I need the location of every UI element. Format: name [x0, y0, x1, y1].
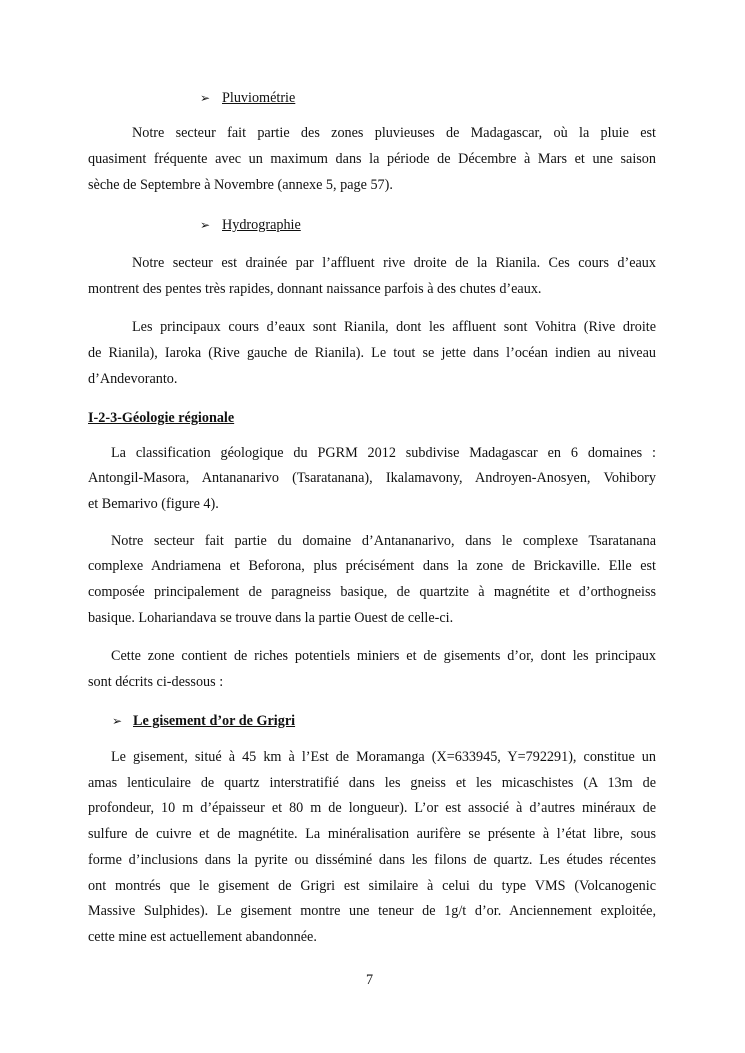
- paragraph-line: Notre secteur est drainée par l’affluent rive droite de la Rianila. Ces cours d’eaux: [132, 255, 656, 271]
- paragraph-line: amas lenticulaire de quartz interstratifié dans les gneiss et les micaschistes (A 13m de: [88, 775, 656, 791]
- paragraph-line: d’Andevoranto.: [88, 371, 178, 387]
- paragraph-line: sèche de Septembre à Novembre (annexe 5, page 57).: [88, 177, 393, 193]
- paragraph-line: Le gisement, situé à 45 km à l’Est de Moramanga (X=633945, Y=792291), constitue un: [111, 749, 656, 765]
- paragraph-line: montrent des pentes très rapides, donnant naissance parfois à des chutes d’eaux.: [88, 281, 542, 297]
- paragraph-line: Les principaux cours d’eaux sont Rianila, dont les affluent sont Vohitra (Rive droite: [132, 319, 656, 335]
- paragraph-line: Massive Sulphides). Le gisement montre une teneur de 1g/t d’or. Anciennement exploitée,: [88, 903, 656, 919]
- paragraph-line: basique. Lohariandava se trouve dans la partie Ouest de celle-ci.: [88, 610, 454, 626]
- paragraph-line: Cette zone contient de riches potentiels miniers et de gisements d’or, dont les principaux: [111, 648, 656, 664]
- paragraph-line: Notre secteur fait partie des zones pluvieuses de Madagascar, où la pluie est: [132, 125, 656, 141]
- paragraph-line: Antongil-Masora, Antananarivo (Tsaratanana), Ikalamavony, Androyen-Anosyen, Vohibory: [88, 470, 656, 486]
- arrow-bullet-icon: ➢: [200, 91, 211, 105]
- paragraph-line: cette mine est actuellement abandonnée.: [88, 929, 317, 945]
- arrow-bullet-icon: ➢: [200, 218, 211, 232]
- paragraph-line: La classification géologique du PGRM 2012 subdivise Madagascar en 6 domaines :: [111, 445, 656, 461]
- paragraph-line: et Bemarivo (figure 4).: [88, 496, 219, 512]
- paragraph-line: de Rianila), Iaroka (Rive gauche de Rianila). Le tout se jette dans l’océan indien au niveau: [88, 345, 656, 361]
- heading-text: Le gisement d’or de Grigri: [133, 713, 296, 729]
- heading-text: Pluviométrie: [222, 90, 296, 106]
- paragraph-line: forme d’inclusions dans la pyrite ou disséminé dans les filons de quartz. Les études récentes: [88, 852, 656, 868]
- paragraph-line: sont décrits ci-dessous :: [88, 674, 224, 690]
- paragraph-line: sulfure de cuivre et de magnétite. La minéralisation aurifère se présente à l’état libre, sous: [88, 826, 656, 842]
- paragraph-line: ont montrés que le gisement de Grigri est similaire à celui du type VMS (Volcanogenic: [88, 878, 656, 894]
- section-heading-geologie: [88, 409, 234, 427]
- paragraph-line: composée principalement de paragneiss basique, de quartzite à magnétite et d’orthogneiss: [88, 584, 656, 600]
- paragraph-line: Notre secteur fait partie du domaine d’Antananarivo, dans le complexe Tsaratanana: [111, 533, 656, 549]
- page-number: 7: [366, 972, 374, 988]
- arrow-bullet-icon: ➢: [112, 714, 123, 728]
- paragraph-line: quasiment fréquente avec un maximum dans la période de Décembre à Mars et une saison: [88, 151, 656, 167]
- heading-text: I-2-3-Géologie régionale: [88, 410, 235, 426]
- paragraph-line: profondeur, 10 m d’épaisseur et 80 m de longueur). L’or est associé à d’autres minéraux de: [88, 800, 656, 816]
- heading-text: Hydrographie: [222, 217, 301, 233]
- paragraph-line: complexe Andriamena et Beforona, plus précisément dans la zone de Brickaville. Elle est: [88, 558, 656, 574]
